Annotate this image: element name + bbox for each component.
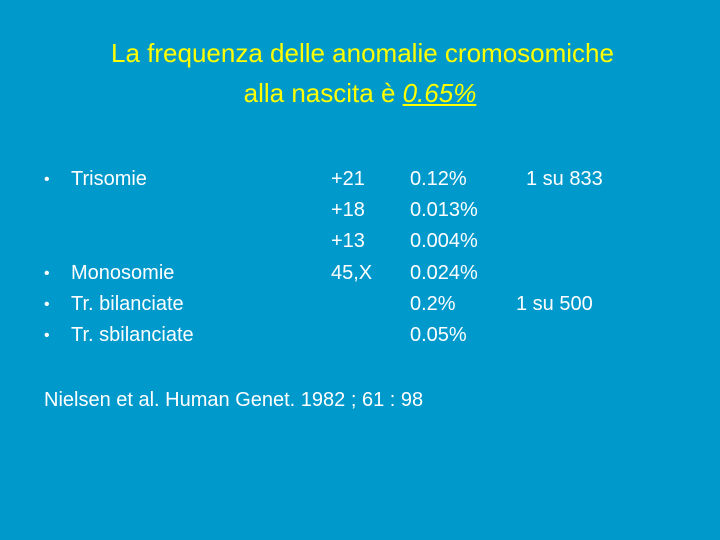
frequency-value: 0.2% [410,293,456,315]
bullet-item-tr-sbilanciate [44,323,194,348]
karyotype-trisomy-18: +18 [331,199,365,221]
bullet-item-trisomie [44,167,147,192]
title-line-2 [0,73,720,113]
frequency-value: 0.013% [410,199,478,221]
title-percentage: 0.65% [402,78,477,108]
bullet-item-monosomie [44,261,174,286]
frequency-value: 0.05% [410,324,467,346]
karyotype-trisomy-13: +13 [331,230,365,252]
frequency-value: 0.004% [410,230,478,252]
frequency-value: 0.024% [410,262,478,284]
frequency-value: 0.12% [410,168,467,190]
karyotype-45x: 45,X [331,262,373,284]
ratio-bilanciate: 1 su 500 [516,293,593,315]
bullet-label: Tr. sbilanciate [71,324,194,346]
bullet-item-tr-bilanciate [44,292,184,317]
bullet-label: Monosomie [71,262,175,284]
title-line-1: La frequenza delle anomalie cromosomiche [111,38,614,68]
bullet-dot: • [44,327,50,344]
citation: Nielsen et al. Human Genet. 1982 ; 61 : 98 [44,389,424,411]
karyotype-trisomy-21: +21 [331,168,365,190]
bullet-label: Tr. bilanciate [71,293,184,315]
bullet-dot: • [44,171,50,188]
slide-title [0,33,720,113]
bullet-dot: • [44,296,50,313]
title-line-2-prefix: alla nascita è [243,78,403,108]
bullet-dot: • [44,265,50,282]
bullet-label: Trisomie [71,168,147,190]
ratio-trisomie: 1 su 833 [526,168,603,190]
